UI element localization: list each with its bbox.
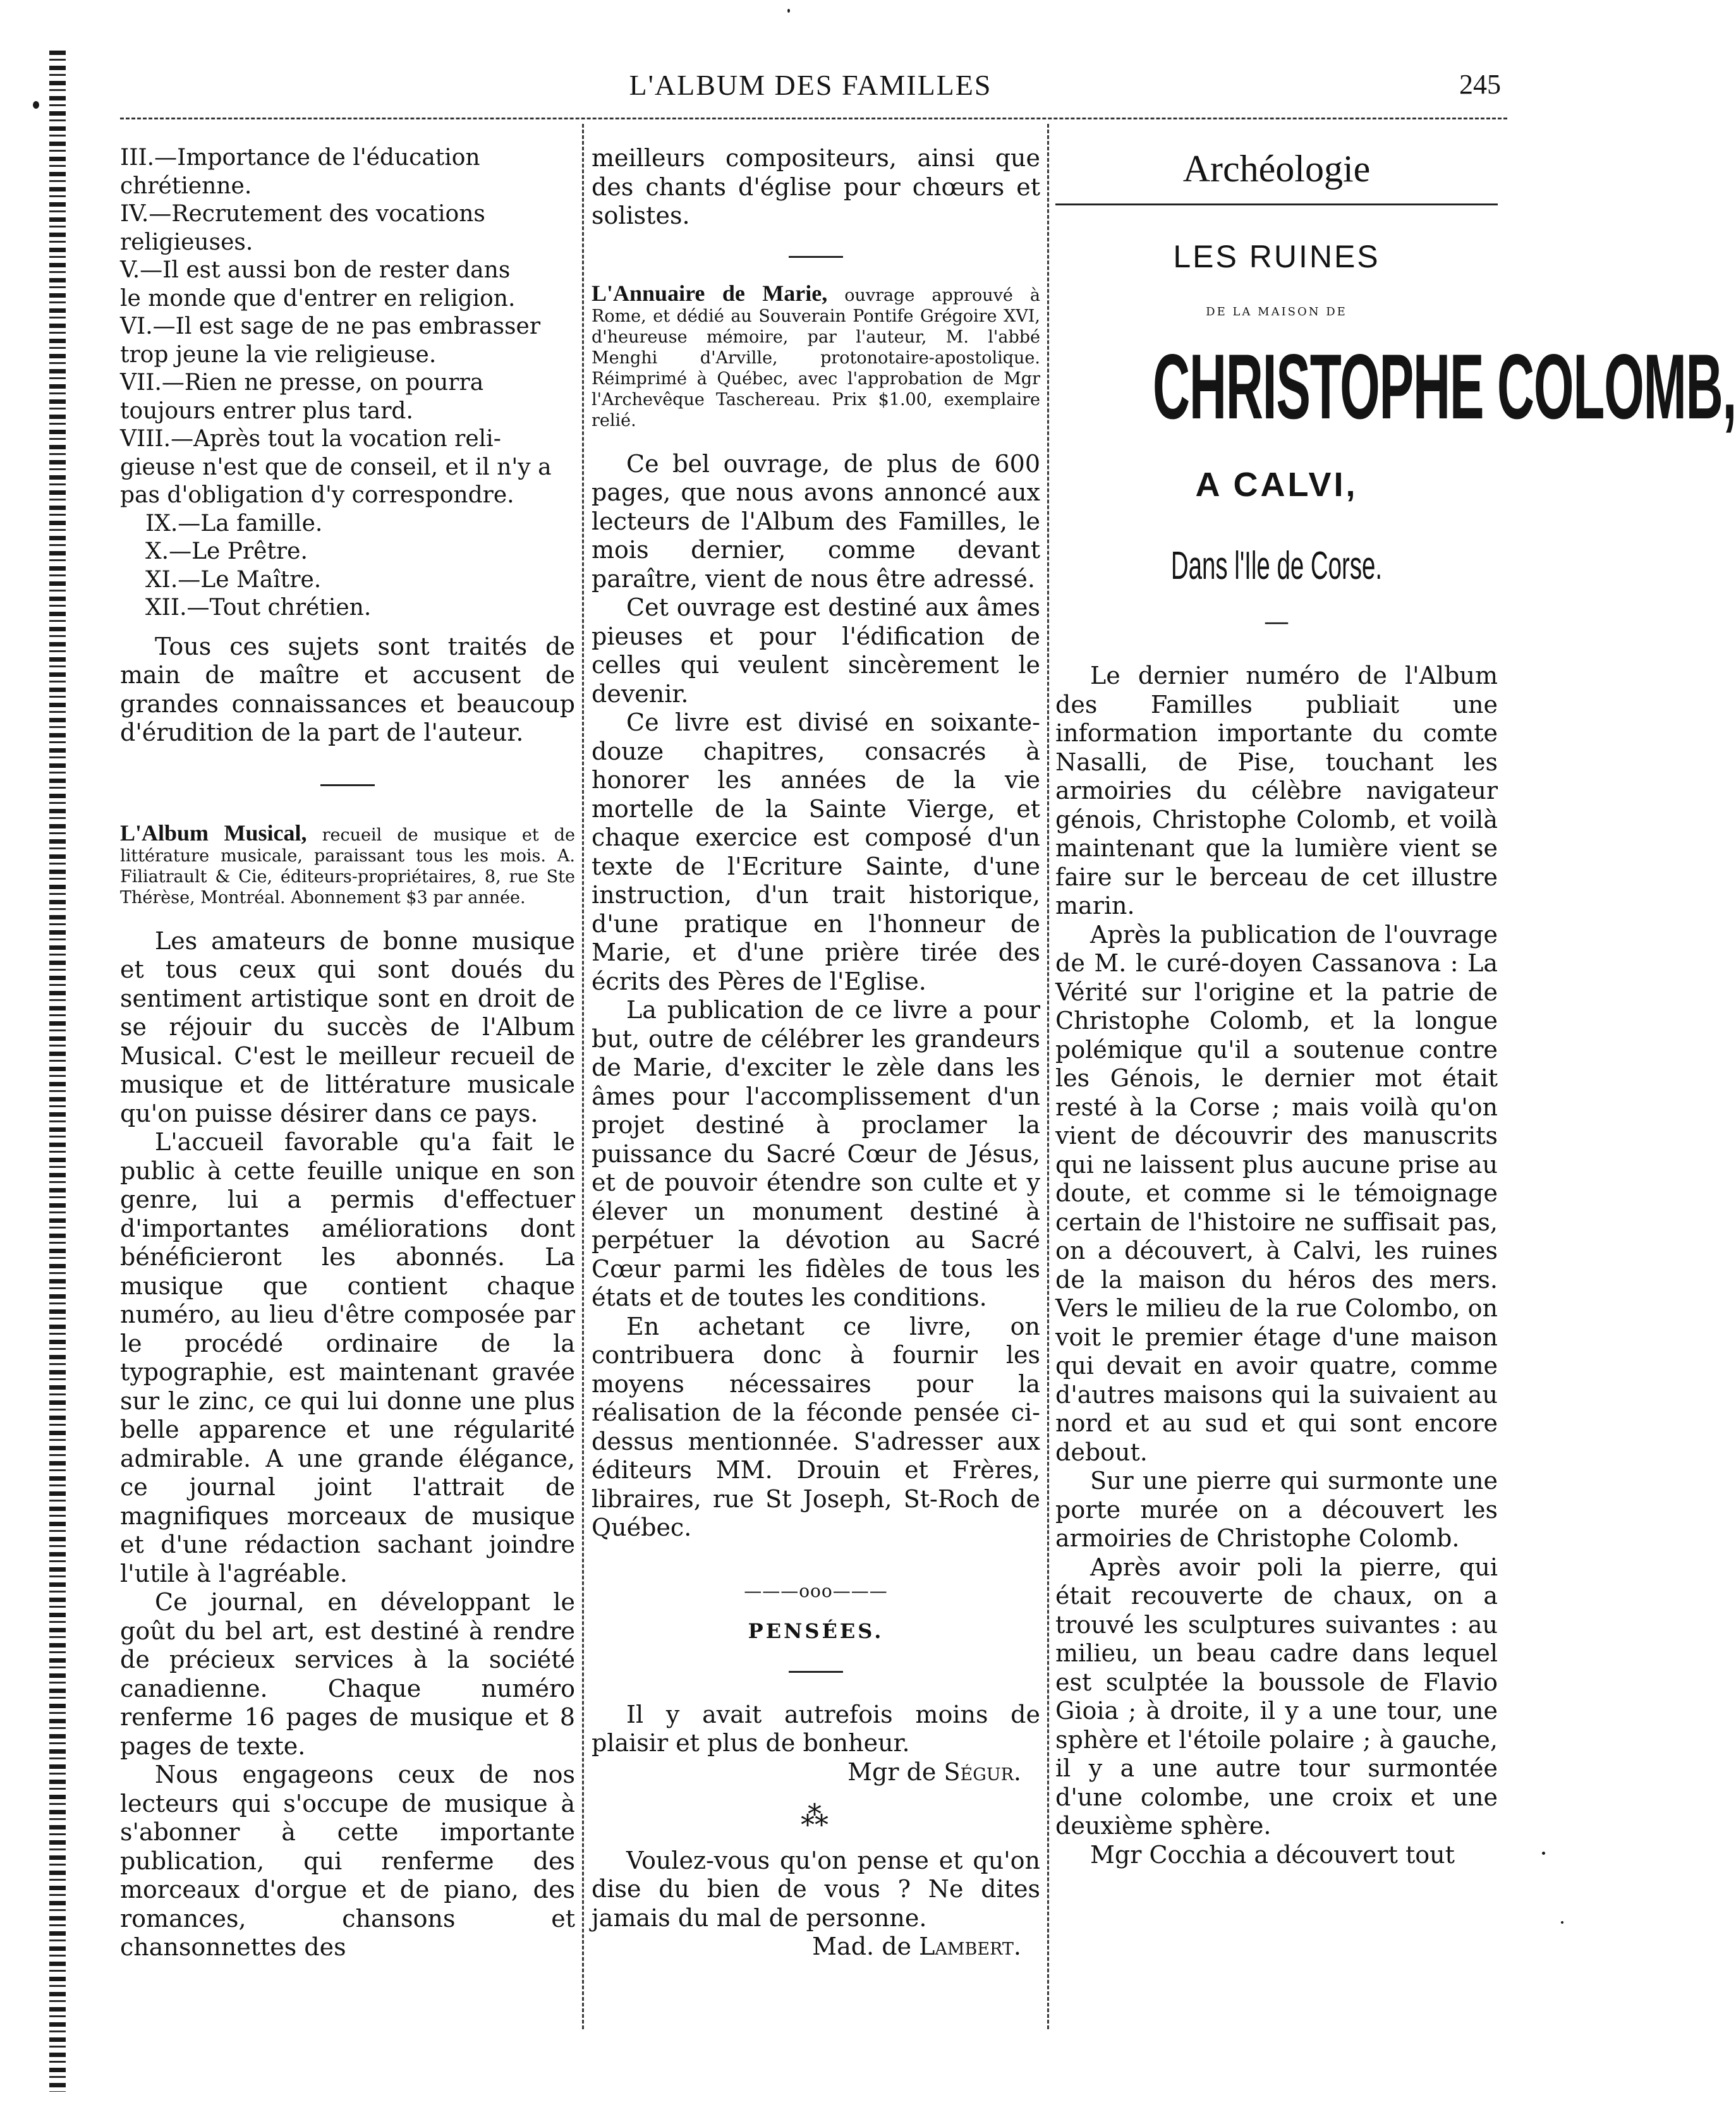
paragraph-text: Le dernier numéro de l'Album des Familles publiait une information importante du comte Nasalli, de Pise, touchant les armoiries du célèbre navigateur génois, Christophe Colomb, et voilà maintenant que la lumière vient se faire sur le berceau de cet illustre marin. [1055,662,1498,919]
short-rule [789,1671,843,1673]
pensee-text: Il y avait autrefois moins de plaisir et plus de bonheur. [592,1700,1040,1757]
chapter-line: VII.—Rien ne presse, on pourra [120,370,484,396]
article-subtitle-corse: Dans l'Ile de Corse. [1170,544,1383,588]
scan-speck [1561,1921,1563,1924]
notice-text: recueil de musique et de littérature musicale, paraissant tous les mois. A. Filiatrault & Cie, éditeurs-propriétaires, 8, rue Ste Thérèse, Montréal. Abonnement $3 par année. [120,825,575,907]
column-rule-right [1047,124,1049,2029]
pensee-author [592,1933,1040,1961]
page-number: 245 [1459,69,1501,100]
short-rule [789,256,843,258]
paragraph [120,1588,575,1761]
paragraph [1055,1841,1498,1870]
paragraph [592,1313,1040,1543]
chapter-line: III.—Importance de l'éducation [120,145,480,171]
chapter-line: VIII.—Après tout la vocation reli- [120,426,501,452]
article-subtitle-maison: DE LA MAISON DE [1206,305,1347,319]
paragraph [1055,921,1498,1467]
paragraph [120,927,575,1129]
author-prefix: Mgr de [847,1757,937,1786]
paragraph [592,450,1040,594]
running-header [120,66,1501,114]
notice-title: L'Annuaire de Marie, [592,280,828,306]
paragraph-text: Mgr Cocchia a découvert tout [1090,1840,1455,1869]
chapter-list [120,144,575,622]
paragraph-text: Les amateurs de bonne musique et tous ceux qui sont doués du sentiment artistique sont en droit de se réjouir du succès de l'Album Musical. C'est le meilleur recueil de musique et de littérature musicale qu'on puisse désirer dans ce pays. [120,926,575,1127]
paragraph [592,708,1040,996]
paragraph-text: Ce livre est divisé en soixante-douze chapitres, consacrés à honorer les années de la vie mortelle de la Sainte Vierge, et chaque exercice est composé d'un texte de l'Ecriture Sainte, d'une instruction, d'un trait historique, d'une pratique en l'honneur de Marie, et d'une prière tirée des écrits des Pères de l'Eglise. [592,708,1040,995]
journal-title: L'ALBUM DES FAMILLES [629,69,992,101]
column-right [1055,144,1736,1869]
chapter-line: IV.—Recrutement des vocations [120,201,485,227]
heading-rule [1055,203,1498,205]
column-middle [592,144,1040,1961]
short-rule [320,784,375,786]
chapter-line: V.—Il est aussi bon de rester dans [120,257,511,283]
paragraph-text: La publication de ce livre a pour but, outre de célébrer les grandeurs de Marie, d'exciter le zèle dans les âmes pour l'accomplissement d'un projet destiné à proclamer la puissance du Sacré Cœur de Jésus, et de pouvoir étendre son culte et y élever un monument destiné à perpétuer la dévotion au Sacré Cœur parmi les fidèles de tous les états et de toutes les conditions. [592,996,1040,1311]
paragraph [1055,1467,1498,1553]
chapter-line: le monde que d'entrer en religion. [120,285,516,312]
chapter-line: XII.—Tout chrétien. [145,595,372,621]
paragraph-text: Ce journal, en développant le goût du bel art, est destiné à rendre de précieux services à la société canadienne. Chaque numéro renferme 16 pages de musique et 8 pages de texte. [120,1588,575,1760]
pensees-title: PENSÉES. [748,1618,884,1643]
chapter-line: toujours entrer plus tard. [120,398,413,424]
paragraph [120,1761,575,1962]
chapter-line: XI.—Le Maître. [145,566,322,593]
chapter-line: gieuse n'est que de conseil, et il n'y a [120,454,552,480]
paragraph-text: Après la publication de l'ouvrage de M. le curé-doyen Cassanova : La Vérité sur l'origine et la patrie de Christophe Colomb, et la longue polémique qu'il a soutenue contre les Génois, le dernier mot était resté à la Corse ; mais voilà qu'on vient de découvrir des manuscrits qui ne laissent plus aucune prise au doute, et comme si le témoignage certain de l'histoire ne suffisait pas, on a découvert, à Calvi, les ruines de la maison du héros des mers. Vers le milieu de la rue Colombo, on voit le premier étage d'une maison qui devait en avoir quatre, comme d'autres maisons qui la suivaient au nord et au sud et qui sont encore debout. [1055,920,1498,1466]
chapter-line: pas d'obligation d'y correspondre. [120,482,514,508]
article-title-colomb: CHRISTOPHE COLOMB, [1153,335,1736,438]
author-prefix: Mad. de [812,1933,912,1960]
chapter-line: trop jeune la vie religieuse. [120,341,437,368]
scan-speck [33,101,39,109]
section-divider: ———ooo——— [744,1580,888,1601]
paragraph [1055,1553,1498,1841]
article-subtitle-calvi: A CALVI, [1195,466,1358,504]
chapter-line: religieuses. [120,229,253,255]
paragraph [592,144,1040,231]
pensee-author [592,1758,1040,1787]
author-name: Ségur. [944,1757,1021,1786]
pensee-text: Voulez-vous qu'on pense et qu'on dise du bien de vous ? Ne dites jamais du mal de personne. [592,1846,1040,1932]
paragraph-text: L'accueil favorable qu'a fait le public à cette feuille unique en son genre, lui a permis d'effectuer d'importantes améliorations dont bénéficieront les abonnés. La musique que contient chaque numéro, au lieu d'être composée par le procédé ordinaire de la typographie, est maintenant gravée sur le zinc, ce qui lui donne une plus belle apparence et une régularité admirable. A une grande élégance, ce journal joint l'attrait de magnifiques morceaux de musique et d'une rédaction sachant joindre l'utile à l'agréable. [120,1128,575,1587]
chapter-line: IX.—La famille. [145,510,323,537]
pensee [592,1847,1040,1933]
notice-title: L'Album Musical, [120,820,307,846]
paragraph [1055,662,1498,921]
asterism: ⁂ [801,1800,831,1833]
header-rule [120,118,1507,119]
title-dash: — [1264,607,1289,636]
paragraph-text: Après avoir poli la pierre, qui était recouverte de chaux, on a trouvé les sculptures suivantes : au milieu, un beau cadre dans lequel est sculptée la boussole de Flavio Gioia ; à droite, il y a une tour, une sphère et l'étoile polaire ; à gauche, il y a une autre tour surmontée d'une colombe, une croix et une deuxième sphère. [1055,1553,1498,1840]
chapter-line: X.—Le Prêtre. [145,538,308,564]
paragraph [120,633,575,748]
column-rule-left [582,124,584,2029]
paragraph-text: Ce bel ouvrage, de plus de 600 pages, que nous avons annoncé aux lecteurs de l'Album des Familles, le mois dernier, comme devant paraître, vient de nous être adressé. [592,449,1040,593]
article-title-ruines: LES RUINES [1173,239,1380,274]
author-name: Lambert. [919,1933,1021,1960]
album-musical-notice [120,820,575,908]
chapter-line: VI.—Il est sage de ne pas embrasser [120,313,541,339]
paragraph-text: meilleurs compositeurs, ainsi que des chants d'église pour chœurs et solistes. [592,144,1040,229]
pensee [592,1701,1040,1758]
paragraph-text: Sur une pierre qui surmonte une porte murée on a découvert les armoiries de Christophe Colomb. [1055,1467,1498,1552]
chapter-line: chrétienne. [120,173,252,199]
paragraph-text: Nous engageons ceux de nos lecteurs qui s'occupe de musique à s'abonner à cette importante publication, qui renferme des morceaux d'orgue et de piano, des romances, chansons et chansonnettes des [120,1761,575,1961]
paragraph [592,996,1040,1313]
section-heading: Archéologie [1182,148,1371,190]
paragraph [592,593,1040,708]
paragraph-text: Tous ces sujets sont traités de main de maître et accusent de grandes connaissances et beaucoup d'érudition de la part de l'auteur. [120,632,575,746]
paragraph [120,1128,575,1588]
paragraph-text: Cet ouvrage est destiné aux âmes pieuses et pour l'édification de celles qui veulent sincèrement le devenir. [592,593,1040,708]
scan-speck [1542,1852,1545,1855]
notice-text: ouvrage approuvé à Rome, et dédié au Souverain Pontife Grégoire XVI, d'heureuse mémoire, par l'auteur, M. l'abbé Menghi d'Arville, protonotaire-apostolique. Réimprimé à Québec, avec l'approbation de Mgr l'Archevêque Taschereau. Prix $1.00, exemplaire relié. [592,285,1041,430]
binding-edge [49,51,66,2092]
annuaire-notice [592,280,1041,431]
paragraph-text: En achetant ce livre, on contribuera donc à fournir les moyens nécessaires pour la réalisation de la féconde pensée ci-dessus mentionnée. S'adresser aux éditeurs MM. Drouin et Frères, libraires, rue St Joseph, St-Roch de Québec. [592,1312,1040,1541]
scan-speck [787,9,790,13]
column-left [120,144,575,1962]
